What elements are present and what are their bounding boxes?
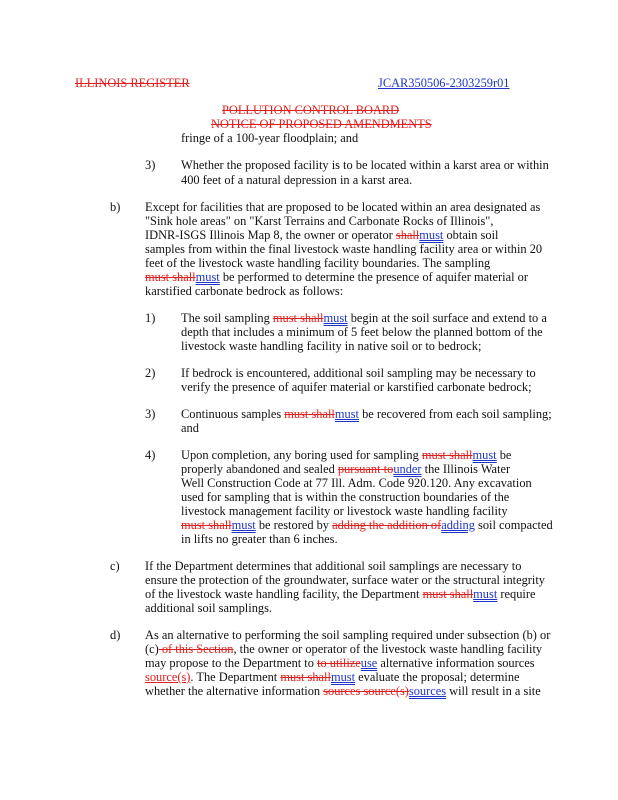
b-line1: Except for facilities that are proposed to be located within an area designated as — [145, 200, 541, 214]
c-line1: If the Department determines that additional soil samplings are necessary to — [145, 559, 522, 573]
inserted-text: must — [323, 311, 348, 325]
b1-line1-end: begin at the soil surface and extend to a — [347, 311, 547, 325]
top-fragment: fringe of a 100-year floodplain; and — [181, 131, 359, 145]
inserted-text: under — [393, 462, 422, 476]
b4-line5: livestock management facility or livestock waste handling facility — [181, 504, 508, 518]
inserted-text: use — [360, 656, 378, 670]
inserted-text: must — [473, 587, 498, 601]
deleted-text: must shall — [284, 407, 335, 421]
item3-line1: Whether the proposed facility is to be located within a karst area or within — [181, 158, 549, 172]
item3-line2: 400 feet of a natural depression in a karst area. — [181, 173, 413, 187]
item3-label: 3) — [145, 158, 156, 172]
b1-label: 1) — [145, 311, 156, 325]
b2-line1: If bedrock is encountered, additional soil sampling may be necessary to — [181, 366, 536, 380]
b-label: b) — [110, 200, 121, 214]
jcar-header — [378, 76, 509, 92]
b3-line1-end: be recovered from each soil sampling; — [358, 407, 552, 421]
b1-line3: livestock waste handling facility in native soil or to bedrock; — [181, 339, 482, 353]
b4-line6-end: soil compacted — [474, 518, 553, 532]
b3-line1 — [181, 407, 552, 423]
b3-line1-text: Continuous samples — [181, 407, 285, 421]
b4-line1-end: be — [496, 448, 512, 462]
b4-line2-end: the Illinois Water — [421, 462, 511, 476]
inserted-text: must — [334, 407, 359, 421]
register-header — [75, 76, 190, 92]
deleted-text: must shall — [272, 311, 324, 325]
d-line5 — [145, 684, 541, 700]
d-line1: As an alternative to performing the soil sampling required under subsection (b) or — [145, 628, 551, 642]
deleted-text: sources source(s) — [323, 684, 409, 698]
deleted-text: must shall — [421, 448, 473, 462]
inserted-text: must — [195, 270, 220, 284]
b4-line6-text: be restored by — [255, 518, 333, 532]
b-line3-text: IDNR-ISGS Illinois Map 8, the owner or operator — [145, 228, 396, 242]
b3-line2: and — [181, 421, 199, 435]
b4-line4: used for sampling that is within the construction boundaries of the — [181, 490, 510, 504]
deleted-text: must shall — [181, 518, 232, 532]
register-header-text: ILLINOIS REGISTER — [75, 76, 190, 90]
inserted-text: sources — [408, 684, 447, 698]
b2-line2: verify the presence of aquifer material or karstified carbonate bedrock; — [181, 380, 532, 394]
b-line3-end: obtain soil — [443, 228, 499, 242]
b4-line1-text: Upon completion, any boring used for sampling — [181, 448, 422, 462]
b4-line3: Well Construction Code at 77 Ill. Adm. Code 920.120. Any excavation — [181, 476, 532, 490]
b-line4: samples from within the final livestock waste handling facility area or within 20 — [145, 242, 543, 256]
d-line4-text: . The Department — [190, 670, 281, 684]
inserted-text: must — [472, 448, 497, 462]
deleted-text: adding the addition of — [332, 518, 442, 532]
b-line5: feet of the livestock waste handling facility boundaries. The sampling — [145, 256, 491, 270]
d-line3-text: may propose to the Department to — [145, 656, 318, 670]
inserted-red-text: source(s) — [145, 670, 191, 684]
deleted-text: must shall — [145, 270, 196, 284]
d-line2-end: , the owner or operator of the livestock waste handling facility — [233, 642, 543, 656]
b4-line2-text: properly abandoned and sealed — [181, 462, 338, 476]
b1-line1-text: The soil sampling — [181, 311, 273, 325]
inserted-text: must — [330, 670, 356, 684]
inserted-text: adding — [441, 518, 475, 532]
inserted-text: must — [419, 228, 444, 242]
b-line7: karstified carbonate bedrock as follows: — [145, 284, 344, 298]
deleted-text: must shall — [280, 670, 331, 684]
d-line2-text: (c) — [145, 642, 159, 656]
b-line6-end: be performed to determine the presence of aquifer material or — [219, 270, 528, 284]
c-line4: additional soil samplings. — [145, 601, 272, 615]
d-line4-end: evaluate the proposal; determine — [355, 670, 520, 684]
b2-label: 2) — [145, 366, 156, 380]
d-line5-text: whether the alternative information — [145, 684, 324, 698]
b4-label: 4) — [145, 448, 156, 462]
deleted-text: shall — [395, 228, 420, 242]
c-line2: ensure the protection of the groundwater, surface water or the structural integrity — [145, 573, 545, 587]
agency-title-text: POLLUTION CONTROL BOARD — [222, 103, 400, 117]
deleted-text: of this Section — [158, 642, 234, 656]
b3-label: 3) — [145, 407, 156, 421]
b4-line7: in lifts no greater than 6 inches. — [181, 532, 338, 546]
b1-line2: depth that includes a minimum of 5 feet below the planned bottom of the — [181, 325, 543, 339]
c-line3-end: require — [497, 587, 536, 601]
d-label: d) — [110, 628, 121, 642]
c-line3-text: of the livestock waste handling facility, the Department — [145, 587, 423, 601]
deleted-text: to utilize — [317, 656, 361, 670]
deleted-text: pursuant to — [337, 462, 394, 476]
inserted-text: must — [231, 518, 256, 532]
deleted-text: must shall — [422, 587, 474, 601]
d-line3-end: alternative information sources — [377, 656, 535, 670]
jcar-code: JCAR350506-2303259r01 — [378, 76, 510, 90]
c-label: c) — [110, 559, 120, 573]
notice-title-text: NOTICE OF PROPOSED AMENDMENTS — [211, 117, 432, 131]
d-line5-end: will result in a site — [446, 684, 541, 698]
b-line2: "Sink hole areas" on "Karst Terrains and Carbonate Rocks of Illinois", — [145, 214, 494, 228]
